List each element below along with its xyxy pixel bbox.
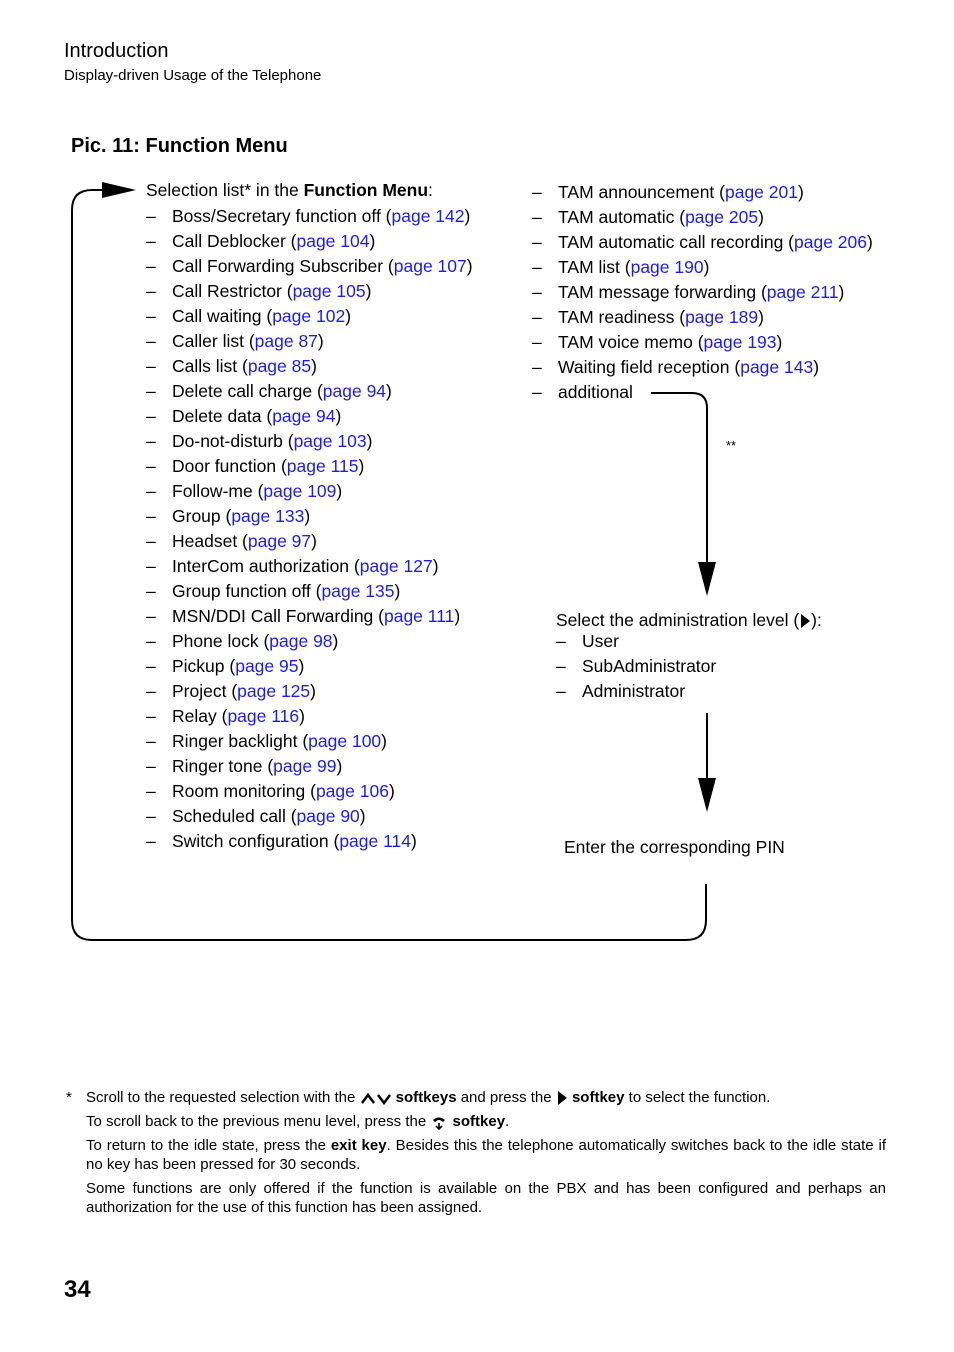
item-label: Do-not-disturb ( <box>172 431 294 451</box>
page-link[interactable]: page 99 <box>273 756 337 776</box>
page-link[interactable]: page 111 <box>383 606 455 626</box>
page-link[interactable]: page 206 <box>794 232 868 252</box>
list-item-text <box>172 756 342 777</box>
item-label: Project ( <box>172 681 238 701</box>
right-triangle-icon <box>799 613 811 629</box>
page-link[interactable]: page 133 <box>231 506 305 526</box>
page-link[interactable]: page 109 <box>263 481 337 501</box>
enter-pin-text: Enter the corresponding PIN <box>564 837 785 857</box>
item-close-paren: ) <box>311 531 317 551</box>
footnote-scroll: Scroll to the requested selection with the softkeys and press the softkey to select the function. <box>86 1089 771 1106</box>
item-label: TAM automatic ( <box>558 207 686 227</box>
footnote-back: To scroll back to the previous menu level, press the softkey. <box>86 1113 510 1130</box>
item-close-paren: ) <box>365 281 372 301</box>
list-item-text <box>172 631 338 652</box>
footnote <box>66 1088 886 1222</box>
item-label: Calls list ( <box>172 356 248 376</box>
page-link[interactable]: page 94 <box>272 406 336 426</box>
list-dash: – <box>146 356 156 376</box>
list-item-text <box>172 306 351 327</box>
footnote-idle: To return to the idle state, press the exit key. Besides this the telephone automatically switches back to the idle state if no key has been pressed for 30 seconds. <box>86 1137 886 1173</box>
list-dash: – <box>532 332 542 352</box>
list-item-text <box>172 831 417 852</box>
item-close-paren: ) <box>432 556 439 576</box>
item-close-paren: ) <box>369 231 376 251</box>
page-link[interactable]: page 98 <box>269 631 333 651</box>
list-dash: – <box>146 231 156 251</box>
item-label: Room monitoring ( <box>172 781 316 801</box>
item-close-paren: ) <box>336 756 343 776</box>
item-label: Boss/Secretary function off ( <box>172 206 392 226</box>
item-label: TAM message forwarding ( <box>558 282 767 302</box>
item-close-paren: ) <box>758 207 764 227</box>
page-link[interactable]: page 115 <box>286 456 359 476</box>
page-link[interactable]: page 85 <box>247 356 312 376</box>
list-dash: – <box>532 282 542 302</box>
list-dash: – <box>146 206 156 226</box>
page-link[interactable]: page 90 <box>296 806 360 826</box>
item-close-paren: ) <box>345 306 352 326</box>
list-item-text <box>172 656 304 677</box>
list-item-text <box>172 581 400 602</box>
item-close-paren: ) <box>332 631 339 651</box>
list-dash: – <box>146 431 156 451</box>
list-item-text <box>172 481 342 502</box>
list-item-text <box>172 806 366 827</box>
admin-level-title: Select the administration level ( ): <box>556 610 822 630</box>
page-link[interactable]: page 189 <box>685 307 759 327</box>
item-close-paren: ) <box>394 581 401 601</box>
list-dash: – <box>146 456 156 476</box>
admin-level-label: User <box>582 631 619 651</box>
page-link[interactable]: page 95 <box>235 656 299 676</box>
double-asterisk-note: ** <box>726 438 737 453</box>
page-link[interactable]: page 94 <box>322 381 387 401</box>
list-dash: – <box>556 631 566 651</box>
list-dash: – <box>532 307 542 327</box>
page-link[interactable]: page 211 <box>766 282 839 302</box>
list-item-text <box>558 232 873 253</box>
list-dash: – <box>532 232 542 252</box>
page-link[interactable]: page 116 <box>227 706 300 726</box>
item-label: Switch configuration ( <box>172 831 340 851</box>
list-dash: – <box>532 207 542 227</box>
list-dash: – <box>556 681 566 701</box>
item-label: Follow-me ( <box>172 481 264 501</box>
item-label: Delete data ( <box>172 406 273 426</box>
list-dash: – <box>532 182 542 202</box>
item-label: Relay ( <box>172 706 228 726</box>
item-label: TAM announcement ( <box>558 182 725 202</box>
page-link[interactable]: page 103 <box>293 431 367 451</box>
list-dash: – <box>146 406 156 426</box>
item-close-paren: ) <box>335 406 342 426</box>
page-link[interactable]: page 102 <box>272 306 346 326</box>
item-close-paren: ) <box>298 656 305 676</box>
item-close-paren: ) <box>703 257 710 277</box>
list-dash: – <box>146 331 156 351</box>
section-title: Introduction <box>64 40 169 62</box>
list-item-text <box>172 606 460 627</box>
item-close-paren: ) <box>454 606 461 626</box>
page-link[interactable]: page 107 <box>393 256 467 276</box>
item-label: TAM readiness ( <box>558 307 686 327</box>
list-dash: – <box>532 357 542 377</box>
list-item-text <box>172 331 324 352</box>
right-triangle-icon <box>556 1090 568 1106</box>
page-link[interactable]: page 100 <box>308 731 382 751</box>
list-item-text <box>558 357 819 378</box>
item-close-paren: ) <box>388 781 395 801</box>
item-close-paren: ) <box>838 282 845 302</box>
additional-arrowhead <box>698 562 716 596</box>
item-label: Ringer backlight ( <box>172 731 309 751</box>
page-link[interactable]: page 201 <box>724 182 798 202</box>
loop-arrowhead <box>102 182 136 198</box>
admin-level-label: SubAdministrator <box>582 656 717 676</box>
list-dash: – <box>146 731 156 751</box>
page-link[interactable]: page 104 <box>296 231 370 251</box>
list-item-text <box>172 406 341 427</box>
item-close-paren: ) <box>776 332 783 352</box>
list-item-text <box>558 382 633 403</box>
item-close-paren: ) <box>299 706 305 726</box>
list-dash: – <box>146 606 156 626</box>
footnote-mark: * <box>66 1089 72 1106</box>
list-item-text <box>172 731 387 752</box>
list-item-text <box>558 282 844 303</box>
list-dash: – <box>146 581 156 601</box>
list-item-text <box>172 681 316 702</box>
item-label: Group function off ( <box>172 581 322 601</box>
item-close-paren: ) <box>464 206 471 226</box>
page-link[interactable]: page 105 <box>292 281 366 301</box>
page-link[interactable]: page 127 <box>359 556 433 576</box>
list-dash: – <box>146 381 156 401</box>
list-item-text <box>172 531 317 552</box>
page-link[interactable]: page 143 <box>740 357 814 377</box>
list-dash: – <box>146 531 156 551</box>
item-close-paren: ) <box>310 681 316 701</box>
list-dash: – <box>146 681 156 701</box>
list-item-text <box>172 231 375 252</box>
item-label: Pickup ( <box>172 656 236 676</box>
list-dash: – <box>146 656 156 676</box>
list-item-text <box>172 356 317 377</box>
item-label: Group ( <box>172 506 232 526</box>
page-link[interactable]: page 190 <box>630 257 704 277</box>
item-close-paren: ) <box>366 431 373 451</box>
page-link[interactable]: page 114 <box>339 831 412 851</box>
list-dash: – <box>146 756 156 776</box>
item-label: Scheduled call ( <box>172 806 297 826</box>
list-item-text <box>172 456 364 477</box>
page-link[interactable]: page 193 <box>703 332 777 352</box>
item-close-paren: ) <box>758 307 764 327</box>
list-dash: – <box>556 656 566 676</box>
list-item-text <box>172 556 439 577</box>
item-close-paren: ) <box>358 456 365 476</box>
page-link[interactable]: page 97 <box>247 531 312 551</box>
list-dash: – <box>146 631 156 651</box>
item-label: Door function ( <box>172 456 287 476</box>
list-dash: – <box>146 781 156 801</box>
list-item-text <box>172 281 371 302</box>
item-close-paren: ) <box>813 357 820 377</box>
item-close-paren: ) <box>867 232 873 252</box>
item-close-paren: ) <box>386 381 392 401</box>
admin-level-label: Administrator <box>582 681 686 701</box>
footnote-availability: Some functions are only offered if the function is available on the PBX and has been configured and perhaps an authorization for the use of this function has been assigned. <box>86 1180 886 1216</box>
list-dash: – <box>146 306 156 326</box>
page-link[interactable]: page 125 <box>237 681 311 701</box>
item-label: Headset ( <box>172 531 248 551</box>
list-dash: – <box>146 831 156 851</box>
list-item-text <box>172 781 395 802</box>
list-dash: – <box>146 506 156 526</box>
item-close-paren: ) <box>336 481 343 501</box>
item-label: Ringer tone ( <box>172 756 274 776</box>
item-label: TAM voice memo ( <box>558 332 704 352</box>
list-item-text <box>558 182 804 203</box>
item-label: Call Deblocker ( <box>172 231 297 251</box>
page-link[interactable]: page 205 <box>685 207 759 227</box>
page-number: 34 <box>64 1276 91 1303</box>
list-dash: – <box>146 256 156 276</box>
item-label: InterCom authorization ( <box>172 556 360 576</box>
page-link[interactable]: page 142 <box>391 206 465 226</box>
list-item-text <box>172 206 470 227</box>
item-close-paren: ) <box>359 806 366 826</box>
list-dash: – <box>146 556 156 576</box>
list-dash: – <box>532 382 542 402</box>
item-label: Caller list ( <box>172 331 255 351</box>
item-close-paren: ) <box>797 182 804 202</box>
list-dash: – <box>146 706 156 726</box>
item-label: MSN/DDI Call Forwarding ( <box>172 606 384 626</box>
item-label: Call Restrictor ( <box>172 281 293 301</box>
list-item-text <box>558 257 709 278</box>
item-close-paren: ) <box>466 256 473 276</box>
item-close-paren: ) <box>317 331 324 351</box>
list-item-text <box>558 332 782 353</box>
additional-connector <box>651 393 707 570</box>
item-close-paren: ) <box>411 831 417 851</box>
item-label: TAM automatic call recording ( <box>558 232 795 252</box>
selection-list-intro: Selection list* in the Function Menu: <box>146 180 433 200</box>
item-close-paren: ) <box>381 731 387 751</box>
page-link[interactable]: page 106 <box>315 781 389 801</box>
list-dash: – <box>146 481 156 501</box>
list-item-text <box>172 506 310 527</box>
list-item-text <box>172 431 372 452</box>
item-close-paren: ) <box>311 356 317 376</box>
list-dash: – <box>146 806 156 826</box>
item-label: Call Forwarding Subscriber ( <box>172 256 394 276</box>
page-link[interactable]: page 135 <box>321 581 395 601</box>
figure-title: Pic. 11: Function Menu <box>71 135 288 157</box>
subsection-title: Display-driven Usage of the Telephone <box>64 67 322 84</box>
list-item-text <box>172 256 473 277</box>
up-down-arrows-icon <box>360 1091 392 1105</box>
page-link[interactable]: page 87 <box>254 331 318 351</box>
item-label: Delete call charge ( <box>172 381 323 401</box>
list-item-text <box>558 207 764 228</box>
list-item-text <box>172 706 305 727</box>
list-item-text <box>558 307 764 328</box>
item-close-paren: ) <box>304 506 311 526</box>
item-label: additional <box>558 382 633 402</box>
pin-arrowhead <box>698 778 716 812</box>
list-dash: – <box>146 281 156 301</box>
item-label: Waiting field reception ( <box>558 357 741 377</box>
item-label: Call waiting ( <box>172 306 273 326</box>
item-label: TAM list ( <box>558 257 631 277</box>
list-item-text <box>172 381 392 402</box>
back-phone-icon <box>430 1114 448 1130</box>
list-dash: – <box>532 257 542 277</box>
item-label: Phone lock ( <box>172 631 270 651</box>
